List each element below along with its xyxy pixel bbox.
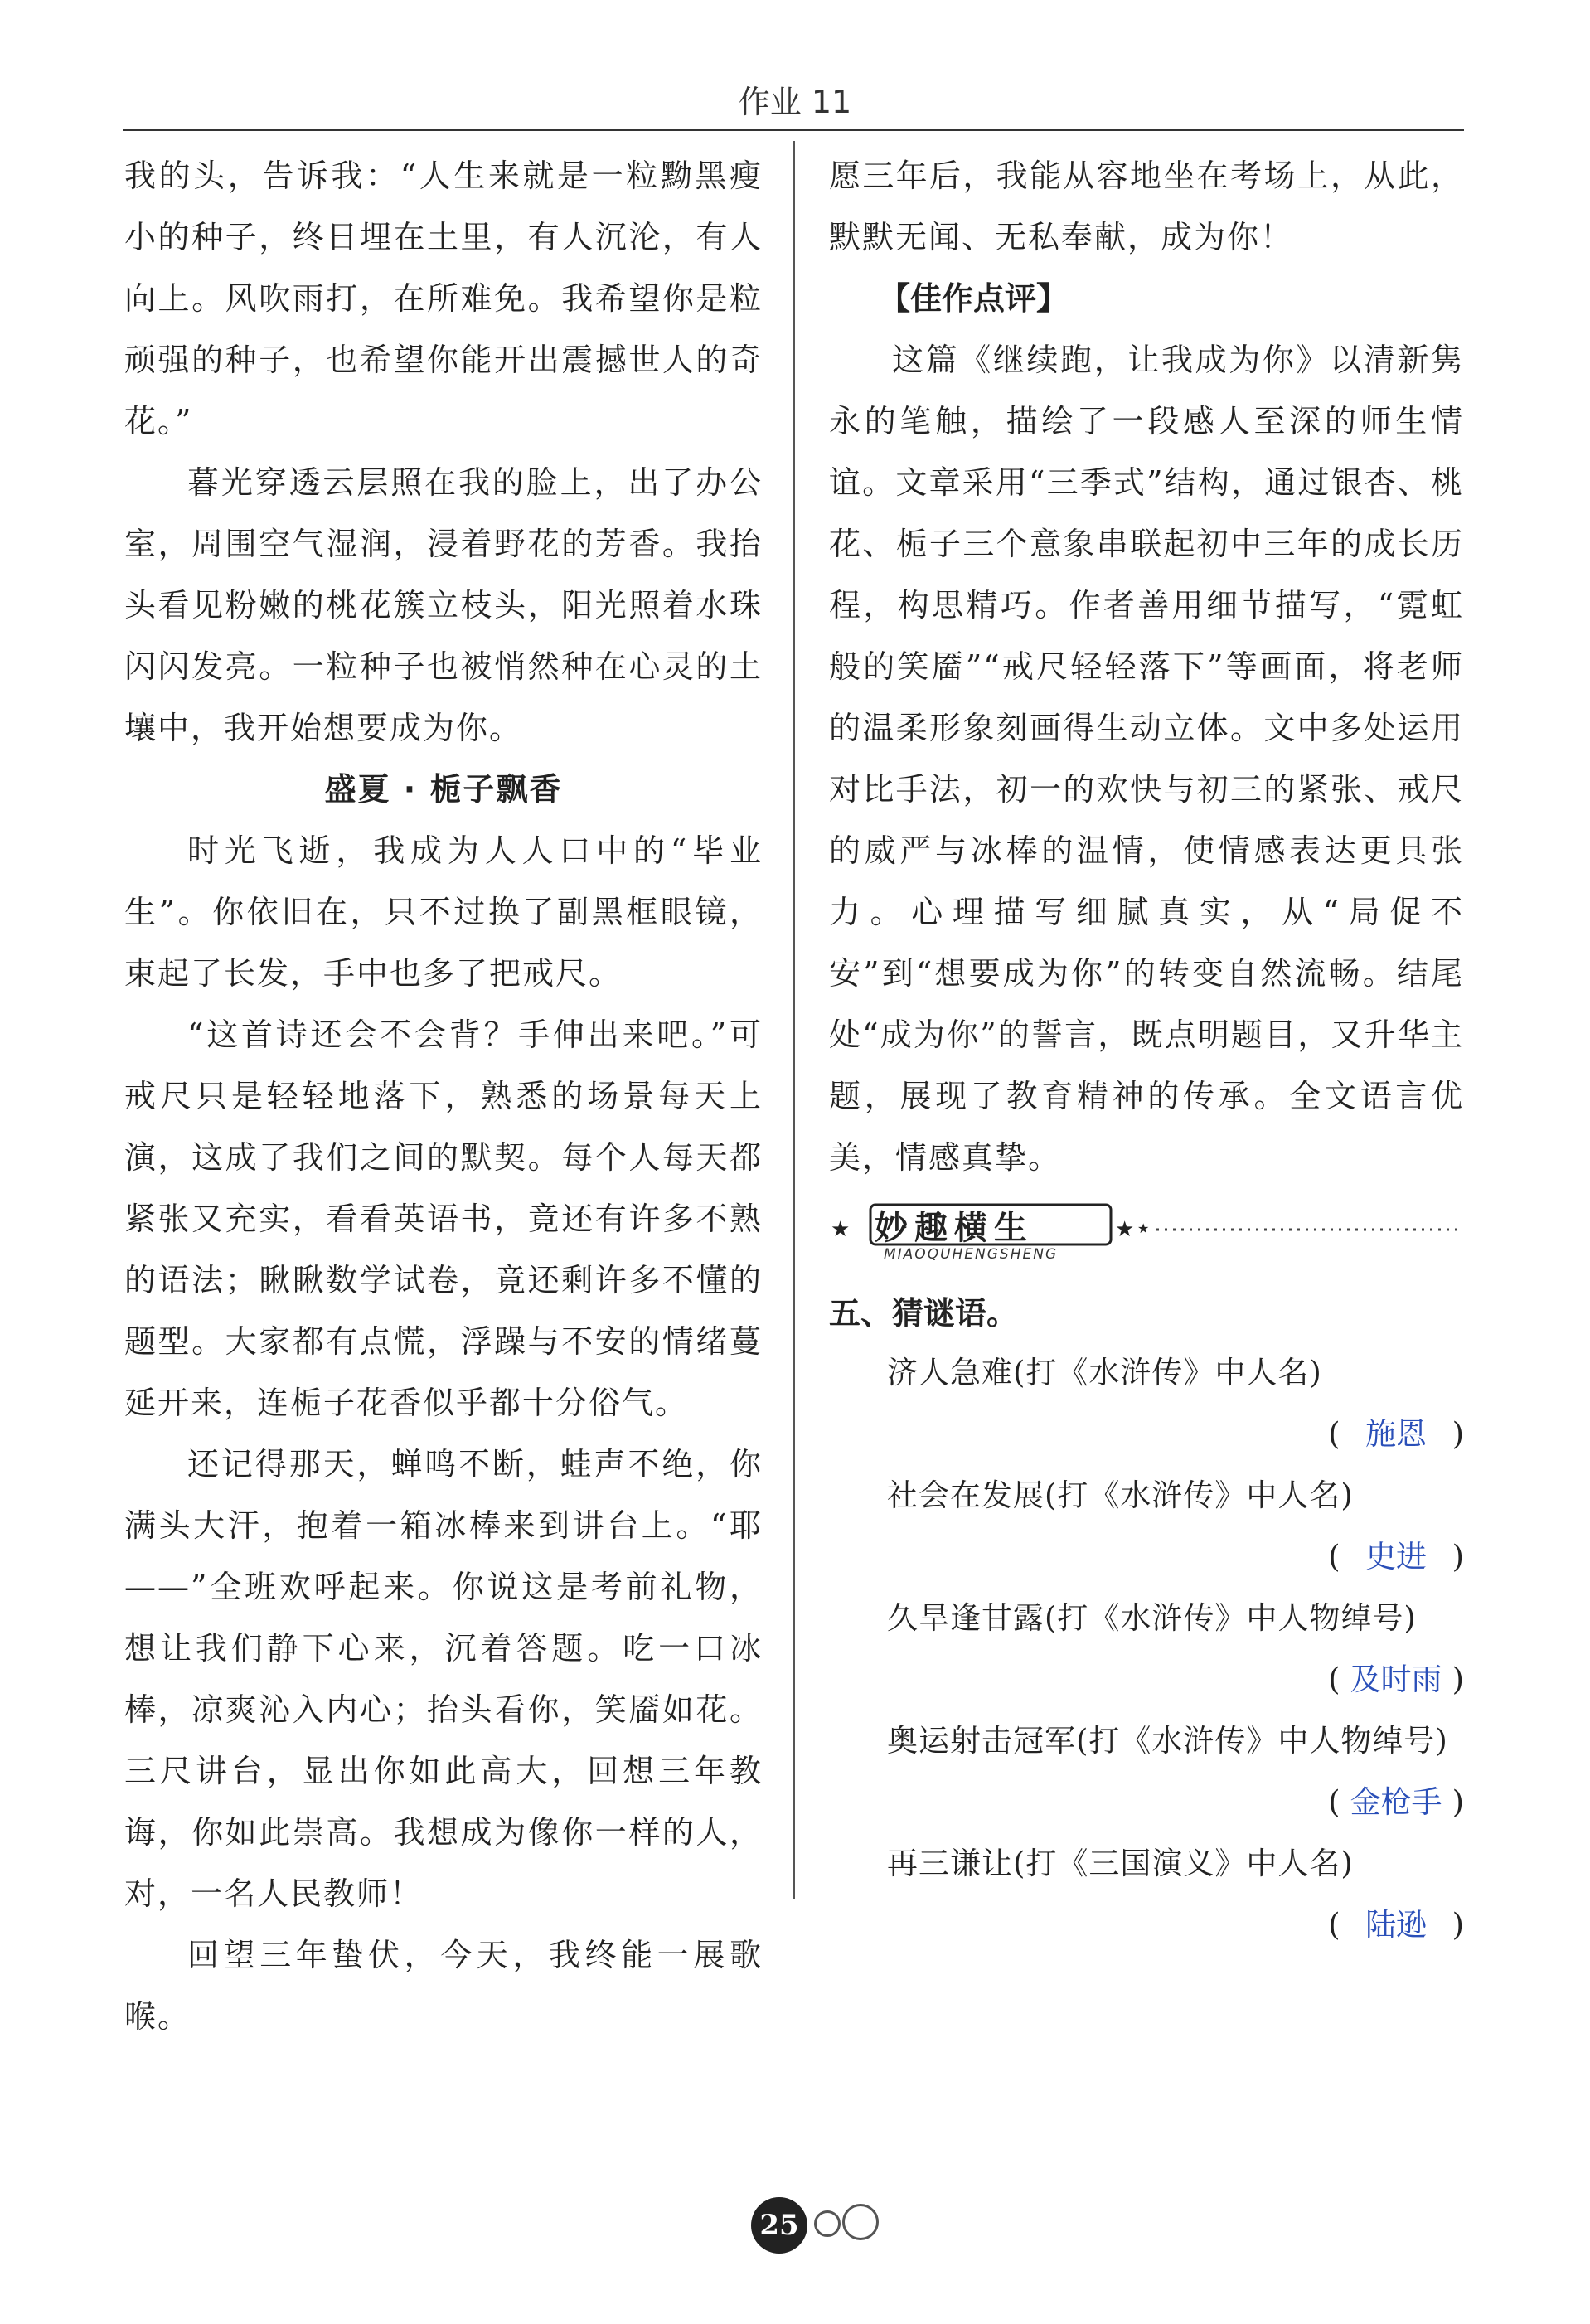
open-paren: ( — [1328, 1416, 1340, 1452]
column-divider — [793, 141, 795, 1899]
left-paragraph-3: 时光飞逝，我成为人人口中的“毕业生”。你依旧在，只不过换了副黑框眼镜，束起了长发，手中也多了把戒尺。 — [124, 832, 763, 992]
svg-text:★: ★ — [1115, 1217, 1135, 1242]
header-rule — [123, 129, 1464, 131]
banner-subtitle: MIAOQUHENGSHENG — [884, 1246, 1059, 1263]
left-paragraph-6: 回望三年蛰伏，今天，我终能一展歌喉。 — [124, 1937, 763, 2035]
riddle-answer: 陆逊 — [1365, 1907, 1428, 1943]
riddle-answer: 金枪手 — [1350, 1784, 1442, 1820]
right-paragraph-1: 愿三年后，我能从容地坐在考场上，从此，默默无闻、无私奉献，成为你！ — [829, 158, 1464, 255]
open-paren: ( — [1328, 1539, 1340, 1574]
left-paragraph-2: 暮光穿透云层照在我的脸上，出了办公室，周围空气湿润，浸着野花的芳香。我抬头看见粉嫩的桃花簇立枝头，阳光照着水珠闪闪发亮。一粒种子也被悄然种在心灵的土壤中，我开始想要成为你。 — [124, 464, 763, 746]
riddle-question: 济人急难(打《水浒传》中人名) — [887, 1355, 1322, 1390]
close-paren: ) — [1452, 1662, 1464, 1697]
riddle-item — [829, 1833, 1464, 1956]
banner-title: 妙趣横生 — [875, 1208, 1034, 1247]
riddle-item — [829, 1710, 1464, 1833]
fun-banner — [829, 1200, 1464, 1279]
close-paren: ) — [1452, 1907, 1464, 1943]
open-paren: ( — [1328, 1907, 1340, 1943]
close-paren: ) — [1452, 1784, 1464, 1820]
riddle-answer: 施恩 — [1365, 1416, 1428, 1452]
page-number: 25 — [751, 2197, 807, 2254]
riddle-question: 再三谦让(打《三国演义》中人名) — [887, 1846, 1354, 1881]
left-paragraph-4: “这首诗还会不会背？手伸出来吧。”可戒尺只是轻轻地落下，熟悉的场景每天上演，这成了我们之间的默契。每个人每天都紧张又充实，看看英语书，竟还有许多不熟的语法；瞅瞅数学试卷，竟还剩许多不懂的题型。大家都有点慌，浮躁与不安的情绪蔓延开来，连栀子花香似乎都十分俗气。 — [124, 1016, 763, 1421]
riddle-answer-line — [829, 1649, 1464, 1710]
riddle-item — [829, 1342, 1464, 1465]
question-heading: 五、猜谜语。 — [829, 1295, 1019, 1332]
left-paragraph-5: 还记得那天，蝉鸣不断，蛙声不绝，你满头大汗，抱着一箱冰棒来到讲台上。“耶——”全班欢呼起来。你说这是考前礼物，想让我们静下心来，沉着答题。吃一口冰棒，凉爽沁入内心；抬头看你，笑靥如花。三尺讲台，显出你如此高大，回想三年教诲，你如此崇高。我想成为像你一样的人，对，一名人民教师！ — [124, 1446, 763, 1912]
riddle-question: 久旱逢甘露(打《水浒传》中人物绰号) — [887, 1600, 1417, 1636]
svg-text:★: ★ — [1137, 1220, 1150, 1236]
riddle-answer: 史进 — [1365, 1539, 1428, 1574]
left-column — [124, 145, 763, 2047]
close-paren: ) — [1452, 1539, 1464, 1574]
critique-heading: 【佳作点评】 — [879, 280, 1069, 317]
header-title: 作业 11 — [738, 84, 852, 120]
large-circle-icon — [842, 2204, 879, 2240]
left-paragraph-1: 我的头，告诉我：“人生来就是一粒黝黑瘦小的种子，终日埋在土里，有人沉沦，有人向上。风吹雨打，在所难免。我希望你是粒顽强的种子，也希望你能开出震撼世人的奇花。” — [124, 158, 763, 439]
riddle-answer-line — [829, 1895, 1464, 1956]
riddle-item — [829, 1588, 1464, 1710]
riddle-question: 奥运射击冠军(打《水浒传》中人物绰号) — [887, 1723, 1448, 1759]
page-number-badge — [751, 2194, 917, 2260]
riddle-item — [829, 1465, 1464, 1588]
riddle-question: 社会在发展(打《水浒传》中人名) — [887, 1477, 1354, 1513]
right-column — [829, 145, 1464, 1956]
close-paren: ) — [1452, 1416, 1464, 1452]
riddle-answer: 及时雨 — [1350, 1662, 1442, 1697]
small-circle-icon — [814, 2210, 841, 2237]
open-paren: ( — [1328, 1784, 1340, 1820]
open-paren: ( — [1328, 1662, 1340, 1697]
riddle-answer-line — [829, 1526, 1464, 1588]
critique-text: 这篇《继续跑，让我成为你》以清新隽永的笔触，描绘了一段感人至深的师生情谊。文章采用“三季式”结构，通过银杏、桃花、栀子三个意象串联起初中三年的成长历程，构思精巧。作者善用细节描写，“霓虹般的笑靥”“戒尺轻轻落下”等画面，将老师的温柔形象刻画得生动立体。文中多处运用对比手法，初一的欢快与初三的紧张、戒尺的威严与冰棒的温情，使情感表达更具张力。心理描写细腻真实，从“局促不安”到“想要成为你”的转变自然流畅。结尾处“成为你”的誓言，既点明题目，又升华主题，展现了教育精神的传承。全文语言优美，情感真挚。 — [829, 342, 1464, 1176]
riddle-answer-line — [829, 1772, 1464, 1833]
riddle-answer-line — [829, 1404, 1464, 1465]
section-heading: 盛夏 · 栀子飘香 — [324, 771, 563, 808]
svg-text:★: ★ — [831, 1217, 851, 1242]
